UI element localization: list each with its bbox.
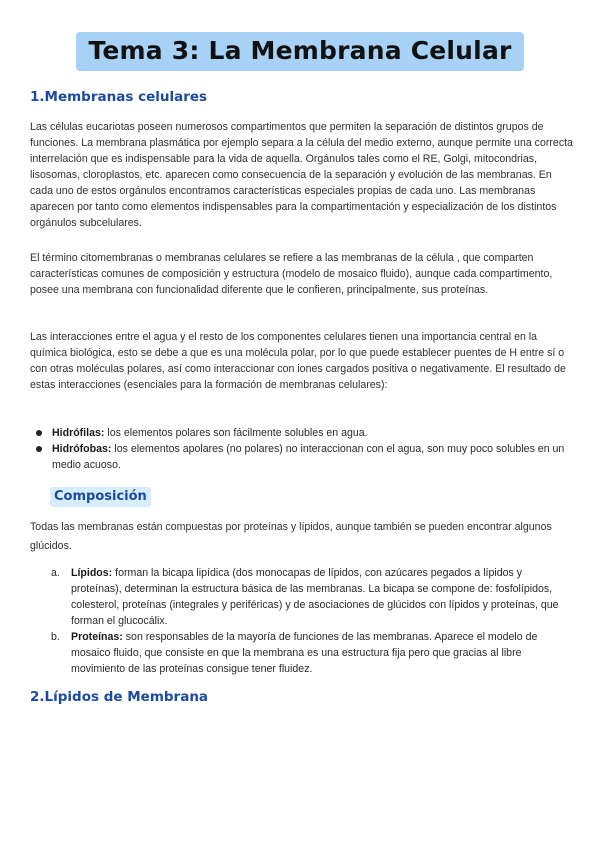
bullet-icon — [36, 446, 42, 452]
list-item — [30, 565, 574, 629]
list-marker: a. — [51, 567, 60, 579]
list-item — [30, 441, 574, 473]
list-marker: b. — [51, 631, 60, 643]
list-item — [30, 629, 574, 677]
paragraph-2: El término citomembranas o membranas celulares se refiere a las membranas de la célula , que comparten características comunes de composición y estructura (modelo de mosaico fluido), aunque cada compartimento, posee una membrana con funcionalidad diferente que le confieren, principalmente, sus proteínas. — [30, 252, 553, 296]
bullet-list — [30, 425, 574, 473]
page-title: Tema 3: La Membrana Celular — [76, 32, 523, 71]
subheading-composicion: Composición — [50, 487, 151, 507]
bullet-text: los elementos apolares (no polares) no interaccionan con el agua, son muy poco solubles en un medio acuoso. — [52, 443, 565, 471]
bullet-term: Hidrófilas: — [52, 427, 105, 439]
paragraph-3: Las interacciones entre el agua y el resto de los componentes celulares tienen una importancia central en la química biológica, esto se debe a que es una molécula polar, por lo que puede establecer puentes de H entre sí o con otras moléculas polares, así como interaccionar con iones cargados positiva o negativamente. El resultado de estas interacciones (esenciales para la formación de membranas celulares): — [30, 331, 566, 391]
bullet-icon — [36, 430, 42, 436]
section-heading-membranas: 1.Membranas celulares — [30, 89, 208, 105]
item-text: forman la bicapa lipídica (dos monocapas de lípidos, con azúcares pegados a lípidos y proteínas), determinan la estructura básica de las membranas. La bicapa se compone de: fosfolípidos, colesterol, proteínas (integrales y periféricas) y de asociaciones de glúcidos con lípidos y proteínas, que forman el glucocálix. — [71, 567, 559, 627]
item-term: Proteínas: — [71, 631, 123, 643]
section-heading-lipidos: 2.Lípidos de Membrana — [30, 689, 209, 705]
bullet-text: los elementos polares son fácilmente solubles en agua. — [104, 427, 368, 439]
item-text: son responsables de la mayoría de funciones de las membranas. Aparece el modelo de mosaico fluido, que consiste en que la membrana es una estructura fija pero que gracias al libre movimiento de las proteínas consigue tener fluidez. — [71, 631, 538, 675]
composicion-intro: Todas las membranas están compuestas por proteínas y lípidos, aunque también se pueden encontrar algunos glúcidos. — [30, 521, 552, 552]
item-term: Lípidos: — [71, 567, 113, 579]
list-item — [30, 425, 574, 441]
bullet-term: Hidrófobas: — [52, 443, 112, 455]
paragraph-1: Las células eucariotas poseen numerosos compartimentos que permiten la separación de distintos grupos de funciones. La membrana plasmática por ejemplo separa a la célula del medio externo, aunque permite una correcta interrelación que es indispensable para la vida de aquella. Orgánulos tales como el RE, Golgi, mitocondrias, lisosomas, cloroplastos, etc. aparecen como consecuencia de la separación y evolución de las membranas. En cada uno de estos orgánulos encontramos características especiales propias de cada uno. Las membranas aparecen por tanto como elementos indispensables para la compartimentación y especialización de los distintos orgánulos subcelulares. — [30, 121, 573, 229]
ordered-list — [30, 565, 574, 677]
